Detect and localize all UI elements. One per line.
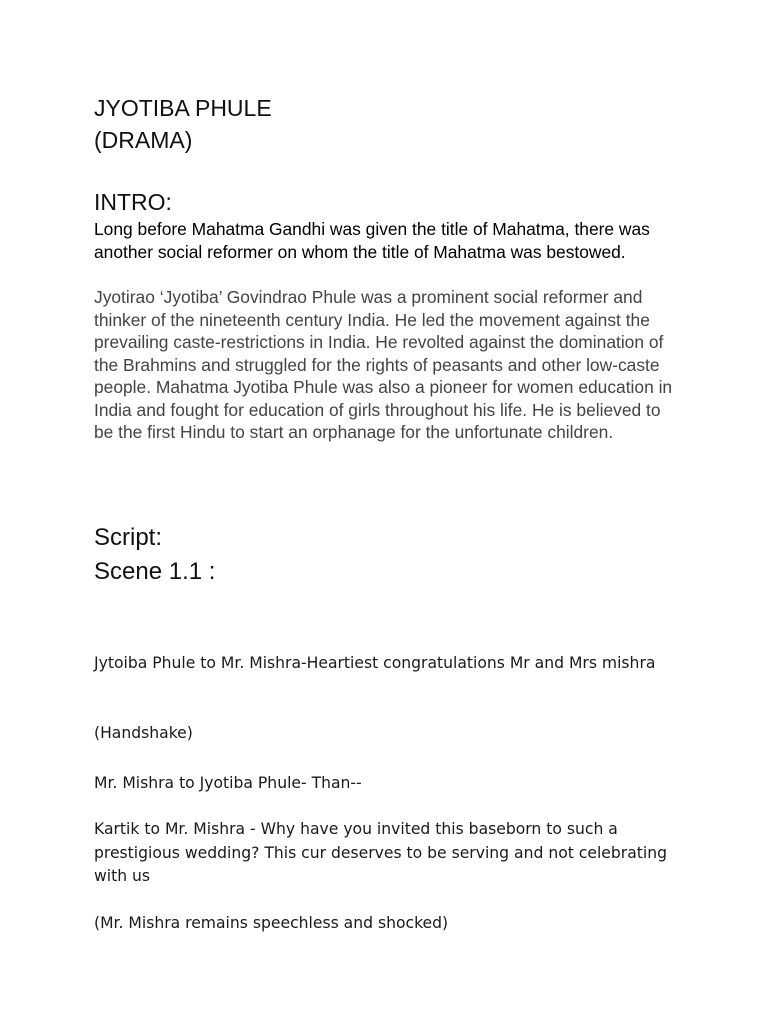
stage-direction: (Handshake)	[94, 724, 193, 742]
scene-heading: Scene 1.1 :	[94, 558, 216, 585]
dialogue-line: Jytoiba Phule to Mr. Mishra-Heartiest congratulations Mr and Mrs mishra	[94, 654, 656, 672]
dialogue-line: Kartik to Mr. Mishra - Why have you invited this baseborn to such a prestigious wedding? This cur deserves to be serving and not celebrating with us	[94, 820, 667, 885]
stage-direction: (Mr. Mishra remains speechless and shocked)	[94, 914, 449, 932]
dialogue-line: Mr. Mishra to Jyotiba Phule- Than--	[94, 774, 362, 792]
document-subtitle: (DRAMA)	[94, 127, 193, 153]
document-title: JYOTIBA PHULE	[94, 95, 272, 121]
intro-heading: INTRO:	[94, 189, 172, 215]
script-heading: Script:	[94, 524, 163, 551]
intro-body-paragraph: Jyotirao ‘Jyotiba’ Govindrao Phule was a prominent social reformer and thinker of the nineteenth century India. He led the movement against the prevailing caste-restrictions in India. He revolted against the domination of the Brahmins and struggled for the rights of peasants and other low-caste people. Mahatma Jyotiba Phule was also a pioneer for women education in India and fought for education of girls throughout his life. He is believed to be the first Hindu to start an orphanage for the unfortunate children.	[94, 287, 673, 442]
intro-lead-paragraph: Long before Mahatma Gandhi was given the title of Mahatma, there was another social reformer on whom the title of Mahatma was bestowed.	[94, 219, 650, 262]
